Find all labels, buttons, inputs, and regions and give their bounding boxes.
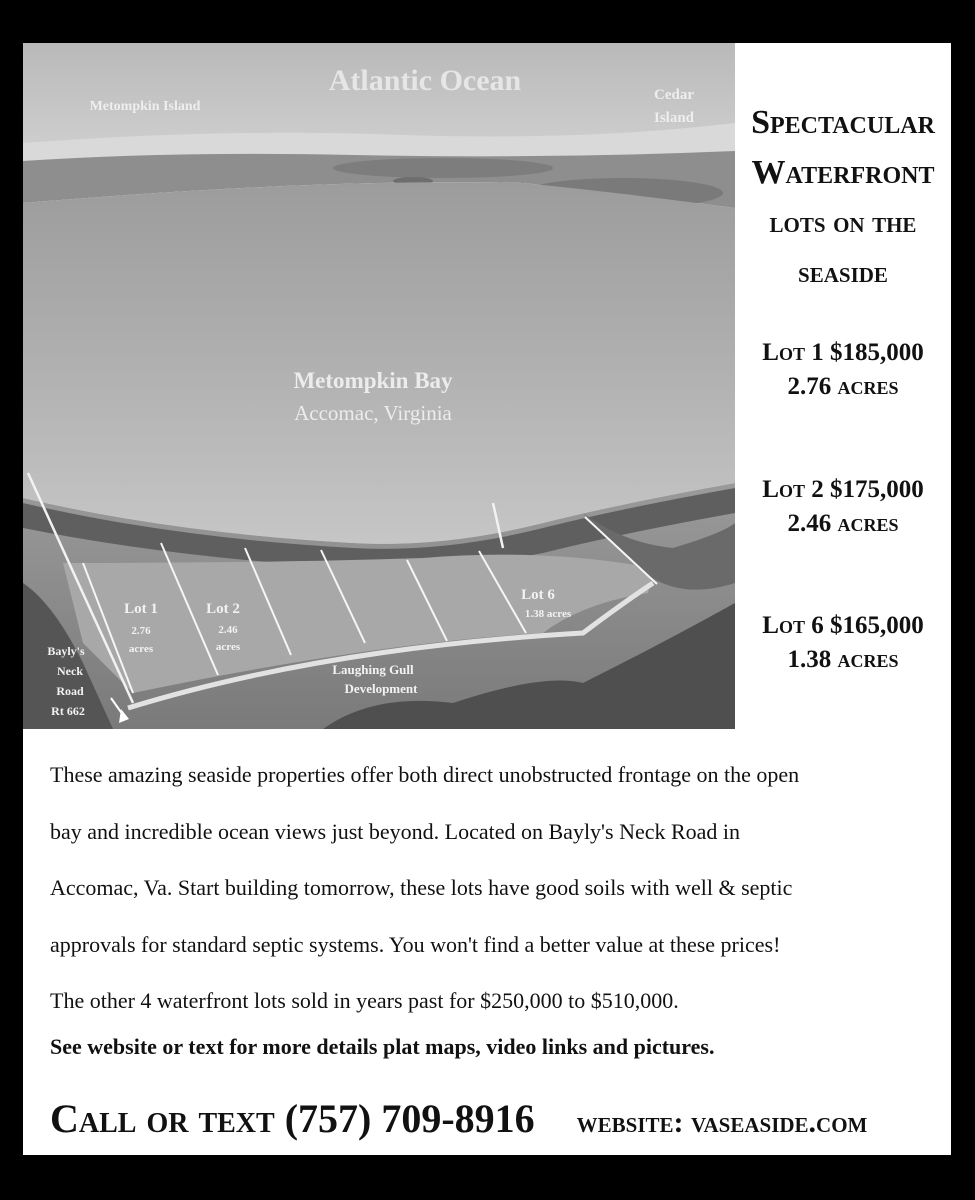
description [50,747,940,1030]
label-dev-line1: Laughing Gull [332,662,414,677]
headline [735,98,951,298]
label-atlantic-ocean: Atlantic Ocean [328,64,522,97]
details-note: See website or text for more details plat maps, video links and pictures. [50,1034,715,1059]
flyer-page [23,43,951,1155]
label-dev-line2: Development [344,681,418,696]
description-line: approvals for standard septic systems. You won't find a better value at these prices! [50,931,781,957]
label-cedar-line2: Island [653,110,695,126]
headline-line4: seaside [798,256,888,289]
label-road-line2: Neck [57,664,83,678]
aerial-photo [23,43,735,729]
lot-6-price: Lot 6 $165,000 [762,612,924,639]
lot-6-acres: 1.38 acres [787,646,899,673]
headline-line2: Waterfront [751,154,935,191]
label-metompkin-island: Metompkin Island [89,99,201,114]
label-road-line4: Rt 662 [51,704,85,718]
label-lot1-size-num: 2.76 [131,625,151,637]
label-cedar-line1: Cedar [654,87,694,103]
label-lot1: Lot 1 [124,601,158,617]
description-line: bay and incredible ocean views just beyond. Located on Bayly's Neck Road in [50,818,741,844]
label-lot2-size-unit: acres [215,641,241,653]
lot-2-info [735,473,951,541]
label-lot6-size: 1.38 acres [524,608,572,620]
phone-contact: Call or text (757) 709-8916 [50,1096,535,1141]
label-lot2: Lot 2 [206,601,240,617]
label-road-line3: Road [56,684,84,698]
lot-2-acres: 2.46 acres [787,510,899,537]
label-accomac-virginia: Accomac, Virginia [294,401,452,425]
description-line: These amazing seaside properties offer both direct unobstructed frontage on the open [50,762,800,787]
lot-6-info [735,609,951,677]
description-line: The other 4 waterfront lots sold in years past for $250,000 to $510,000. [50,988,679,1013]
label-lot6: Lot 6 [521,587,555,603]
lot-1-price: Lot 1 $185,000 [762,339,924,366]
lot-2-price: Lot 2 $175,000 [762,476,924,503]
description-line: Accomac, Va. Start building tomorrow, these lots have good soils with well & septic [50,875,793,900]
website-link[interactable]: website: vaseaside.com [576,1106,868,1139]
label-metompkin-bay: Metompkin Bay [293,368,453,393]
headline-line1: Spectacular [751,104,935,141]
label-lot1-size-unit: acres [128,643,154,655]
lot-1-acres: 2.76 acres [787,373,899,400]
label-road-line1: Bayly's [47,644,85,658]
lot-1-info [735,336,951,404]
contact-footer [50,1095,950,1142]
label-lot2-size-num: 2.46 [218,624,238,636]
headline-line3: lots on the [769,206,917,239]
